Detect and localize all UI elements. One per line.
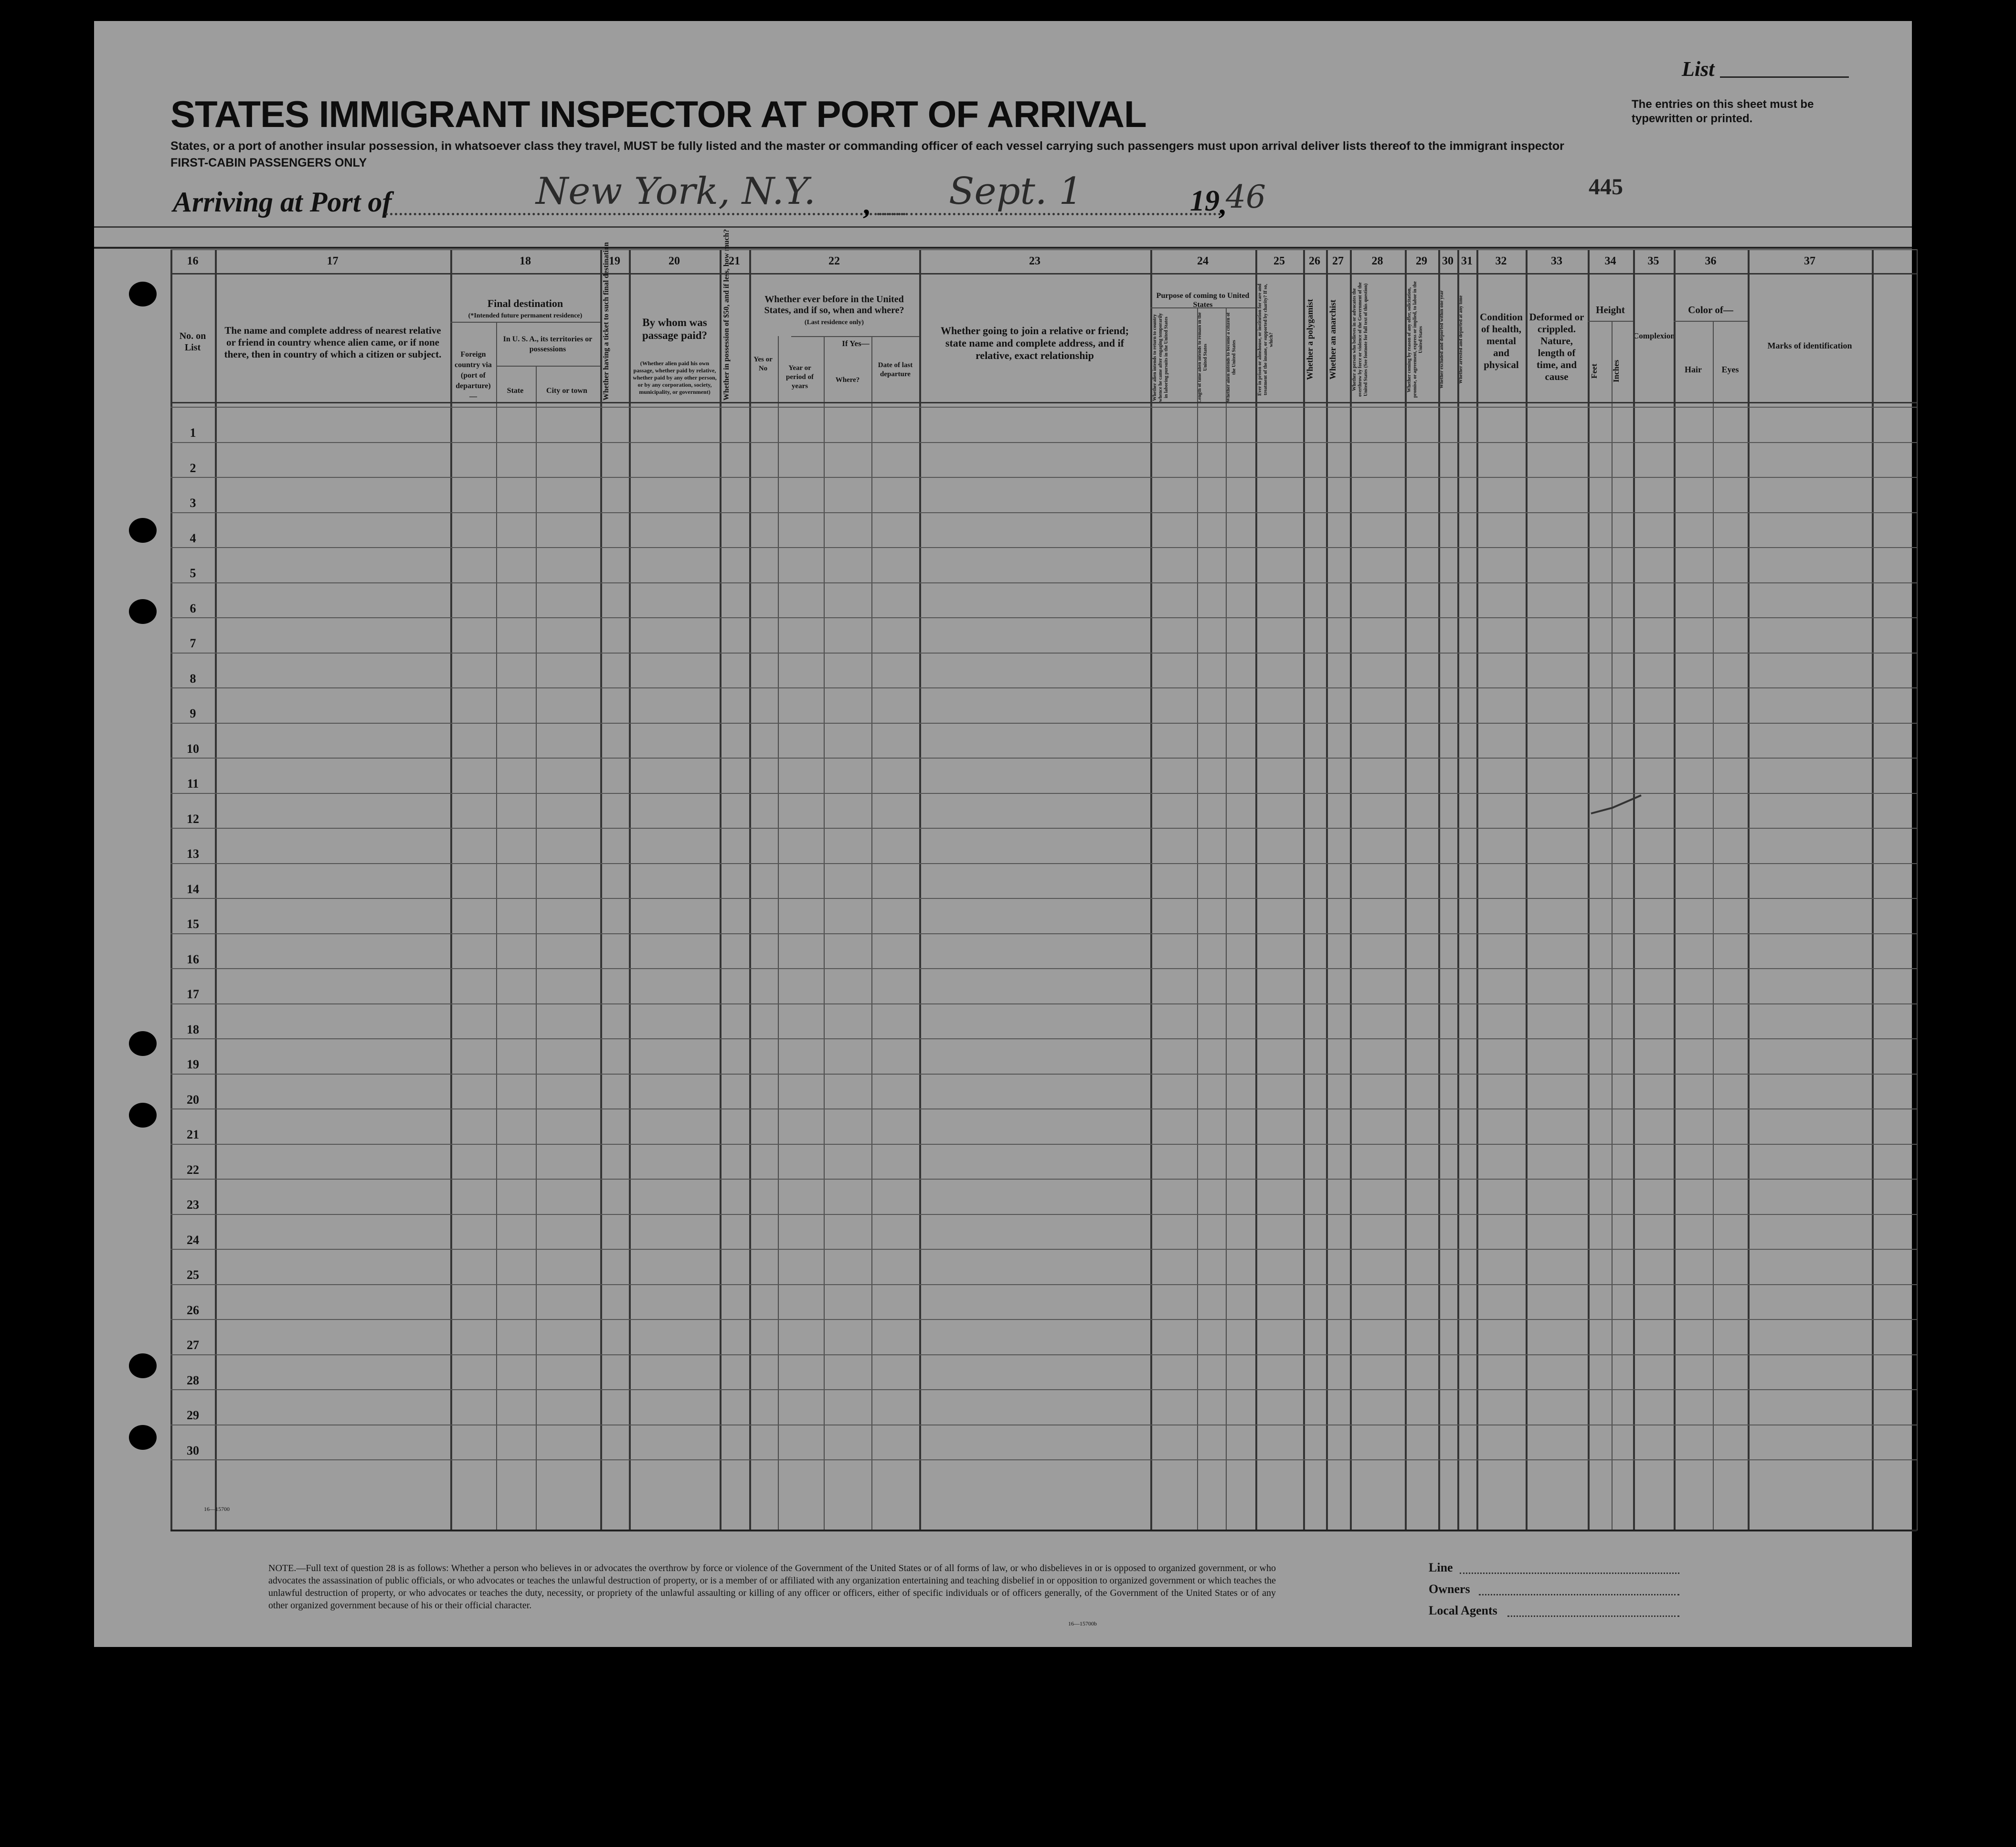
sheet-number: 445 bbox=[1589, 174, 1623, 200]
header-excluded: Whether excluded and deported within one year bbox=[1439, 290, 1444, 389]
header-arrested: Whether arrested and deported at any time bbox=[1458, 295, 1464, 384]
arriving-label: Arriving at Port of bbox=[173, 186, 392, 218]
form-title: STATES IMMIGRANT INSPECTOR AT PORT OF ARRIVAL bbox=[170, 93, 1146, 135]
row-number: 14 bbox=[187, 882, 199, 896]
row-number: 7 bbox=[190, 636, 196, 650]
header-year-period: Year or period of years bbox=[786, 364, 814, 390]
header-height: Height bbox=[1596, 304, 1625, 316]
line-field[interactable] bbox=[1460, 1573, 1679, 1574]
header-ticket: Whether having a ticket to such final destination bbox=[602, 242, 610, 401]
row-number: 22 bbox=[187, 1162, 199, 1177]
header-no-on-list: No. on List bbox=[179, 331, 206, 353]
row-rule bbox=[170, 1249, 1917, 1250]
colnum-31: 31 bbox=[1461, 255, 1473, 267]
header-final-destination-sub: (*Intended future permanent residence) bbox=[468, 312, 583, 319]
header-marks: Marks of identification bbox=[1767, 341, 1852, 350]
row-rule bbox=[170, 968, 1917, 969]
colnum-17: 17 bbox=[327, 255, 339, 267]
header-purpose-return: Whether alien intends to return to country whence he came after engaging temporarily in laboring pursuits in the United States bbox=[1152, 313, 1169, 402]
row-rule bbox=[170, 1003, 1917, 1004]
local-agents-label: Local Agents bbox=[1429, 1604, 1497, 1617]
row-number: 6 bbox=[190, 601, 196, 615]
row-number: 29 bbox=[187, 1408, 199, 1422]
row-number: 3 bbox=[190, 496, 196, 510]
colnum-36: 36 bbox=[1705, 255, 1717, 267]
column-rule bbox=[496, 322, 497, 1530]
row-number: 12 bbox=[187, 812, 199, 826]
row-number: 27 bbox=[187, 1338, 199, 1352]
comma-separator-2: , bbox=[1219, 189, 1226, 220]
grid-bottom-rule bbox=[170, 1530, 1917, 1531]
colnum-22: 22 bbox=[828, 255, 840, 267]
column-rule bbox=[536, 366, 537, 1530]
row-rule bbox=[170, 898, 1917, 899]
header-ever-before: Whether ever before in the United States, and if so, when and where? bbox=[764, 294, 904, 316]
row-number: 1 bbox=[190, 426, 196, 440]
comma-separator: , bbox=[863, 189, 870, 220]
row-rule bbox=[170, 1459, 1917, 1460]
row-rule bbox=[170, 547, 1917, 548]
binder-hole bbox=[129, 1103, 157, 1128]
rule-18-foreign bbox=[496, 322, 497, 402]
colnum-19: 19 bbox=[609, 255, 620, 267]
arrival-port-handwritten[interactable]: New York, N.Y. bbox=[536, 170, 816, 213]
column-rule bbox=[1197, 307, 1198, 1530]
row-rule bbox=[170, 477, 1917, 478]
row-rule bbox=[170, 1319, 1917, 1320]
header-purpose: Purpose of coming to United States bbox=[1156, 292, 1250, 309]
rule-36-sub bbox=[1674, 321, 1748, 322]
binder-hole bbox=[129, 1353, 157, 1378]
header-inches: Inches bbox=[1612, 359, 1621, 382]
colnum-16: 16 bbox=[187, 255, 199, 267]
row-number: 23 bbox=[187, 1198, 199, 1212]
row-number: 15 bbox=[187, 917, 199, 931]
row-number: 19 bbox=[187, 1057, 199, 1071]
header-complexion: Complexion bbox=[1633, 331, 1675, 340]
binder-hole bbox=[129, 1031, 157, 1056]
row-rule bbox=[170, 1284, 1917, 1285]
header-polygamist: Whether a polygamist bbox=[1305, 299, 1315, 380]
column-rule bbox=[1612, 321, 1613, 1530]
header-yes-or-no: Yes or No bbox=[753, 356, 773, 372]
header-eyes: Eyes bbox=[1721, 365, 1739, 374]
header-passage-paid-sub: (Whether alien paid his own passage, whether paid by relative, whether paid by any other person, or by any corporation, society, municipality, or government) bbox=[633, 360, 717, 395]
header-hair: Hair bbox=[1685, 365, 1702, 374]
header-deformed: Deformed or crippled. Nature, length of time, and cause bbox=[1529, 311, 1584, 382]
row-number: 16 bbox=[187, 952, 199, 966]
column-rule bbox=[1917, 249, 1918, 1530]
colnum-28: 28 bbox=[1371, 255, 1383, 267]
list-note: The entries on this sheet must be typewritten or printed. bbox=[1632, 98, 1814, 125]
form-code: 16—15700 bbox=[204, 1506, 230, 1512]
colnum-25: 25 bbox=[1273, 255, 1285, 267]
row-rule bbox=[170, 828, 1917, 829]
row-rule bbox=[170, 1144, 1917, 1145]
list-label: List bbox=[1682, 57, 1715, 81]
row-number: 26 bbox=[187, 1303, 199, 1317]
row-rule bbox=[170, 723, 1917, 724]
header-in-usa: In U. S. A., its territories or possessions bbox=[503, 335, 593, 353]
date-field-line bbox=[877, 213, 1221, 215]
row-rule bbox=[170, 793, 1917, 794]
header-final-destination: Final destination bbox=[487, 297, 563, 309]
header-purpose-citizen: Whether alien intends to become a citizen of the United States bbox=[1226, 312, 1237, 403]
header-ever-before-sub: (Last residence only) bbox=[804, 319, 864, 326]
row-rule bbox=[170, 653, 1917, 654]
form-instruction: States, or a port of another insular possession, in whatsoever class they travel, MUST be fully listed and the master or commanding officer of each vessel carrying such passengers must upon arrival deliver lists thereof to the immigrant inspector bbox=[170, 139, 1564, 153]
row-rule bbox=[170, 1354, 1917, 1355]
rule-18-sub bbox=[450, 322, 600, 323]
binder-hole bbox=[129, 518, 157, 543]
header-purpose-length: Length of time alien intends to remain in the United States bbox=[1197, 312, 1208, 403]
row-number: 24 bbox=[187, 1233, 199, 1247]
line-label: Line bbox=[1429, 1561, 1453, 1574]
colnum-33: 33 bbox=[1551, 255, 1562, 267]
row-rule bbox=[170, 442, 1917, 443]
row-rule bbox=[170, 863, 1917, 864]
colnum-18: 18 bbox=[520, 255, 531, 267]
row-number: 2 bbox=[190, 461, 196, 475]
row-number: 30 bbox=[187, 1443, 199, 1457]
row-number: 28 bbox=[187, 1373, 199, 1387]
header-going-to-join: Whether going to join a relative or friend; state name and complete address, and if relative, exact relationship bbox=[940, 325, 1129, 361]
colnum-32: 32 bbox=[1495, 255, 1507, 267]
header-passage-paid: By whom was passage paid? bbox=[642, 317, 708, 341]
row-rule bbox=[170, 687, 1917, 688]
row-number: 25 bbox=[187, 1268, 199, 1282]
row-rule bbox=[170, 582, 1917, 583]
colnum-37: 37 bbox=[1804, 255, 1815, 267]
top-rule bbox=[94, 226, 1912, 249]
row-rule bbox=[170, 1108, 1917, 1109]
header-fifty-dollars: Whether in possession of $50, and if less, how much? bbox=[722, 229, 731, 401]
rule-24-sub bbox=[1150, 307, 1255, 308]
header-date-last-departure: Date of last departure bbox=[878, 361, 913, 378]
pencil-mark bbox=[1589, 790, 1646, 818]
form-code-2: 16—15700b bbox=[1068, 1620, 1097, 1627]
column-rule bbox=[1226, 307, 1227, 1530]
arrival-date-handwritten[interactable]: Sept. 1 bbox=[949, 170, 1083, 213]
row-rule bbox=[170, 1179, 1917, 1180]
row-number: 5 bbox=[190, 566, 196, 580]
colnum-24: 24 bbox=[1197, 255, 1209, 267]
row-rule bbox=[170, 617, 1917, 618]
row-number: 17 bbox=[187, 987, 199, 1001]
colnum-29: 29 bbox=[1416, 255, 1427, 267]
row-rule bbox=[170, 1074, 1917, 1075]
row-number: 13 bbox=[187, 847, 199, 861]
year-handwritten[interactable]: 46 bbox=[1226, 179, 1266, 215]
year-prefix: 19 bbox=[1190, 185, 1220, 217]
row-rule bbox=[170, 1214, 1917, 1215]
port-field-line bbox=[385, 213, 906, 215]
row-rule bbox=[170, 407, 1917, 408]
colnum-20: 20 bbox=[668, 255, 680, 267]
header-feet: Feet bbox=[1590, 363, 1599, 379]
owners-field[interactable] bbox=[1479, 1594, 1679, 1595]
header-rule bbox=[170, 249, 1917, 250]
header-anarchist: Whether an anarchist bbox=[1328, 299, 1337, 380]
rule-18-usa bbox=[496, 366, 600, 367]
owners-label: Owners bbox=[1429, 1582, 1470, 1596]
header-if-yes: If Yes— bbox=[842, 339, 870, 348]
colnum-26: 26 bbox=[1309, 255, 1320, 267]
colnum-34: 34 bbox=[1604, 255, 1616, 267]
binder-hole bbox=[129, 282, 157, 306]
passenger-class: FIRST-CABIN PASSENGERS ONLY bbox=[170, 156, 367, 169]
binder-hole bbox=[129, 599, 157, 624]
manifest-grid bbox=[170, 229, 1917, 1530]
row-rule bbox=[170, 1038, 1917, 1039]
header-prison: Ever in prison or almshouse, or institution for care and treatment of the insane, or supported by charity? If so, which? bbox=[1257, 284, 1274, 396]
row-number: 20 bbox=[187, 1092, 199, 1107]
local-agents-field[interactable] bbox=[1507, 1615, 1679, 1617]
colnum-35: 35 bbox=[1647, 255, 1659, 267]
row-rule bbox=[170, 933, 1917, 934]
row-number: 4 bbox=[190, 531, 196, 545]
rule-22-ifyes bbox=[791, 336, 919, 337]
row-number: 8 bbox=[190, 671, 196, 686]
header-overthrow: Whether a person who believes in or advocates the overthrow by force or violence of the Government of the United States (See footnote for full text of this question) bbox=[1352, 282, 1369, 397]
list-number-field[interactable] bbox=[1720, 76, 1849, 78]
header-labor-offer: Whether coming by reason of any offer, solicitation, promise, or agreement, express or implied, to labor in the United States bbox=[1407, 281, 1423, 398]
header-foreign-country: Foreign country via (port of departure)— bbox=[455, 350, 492, 401]
row-number: 10 bbox=[187, 741, 199, 756]
colnum-27: 27 bbox=[1332, 255, 1344, 267]
colnum-30: 30 bbox=[1442, 255, 1454, 267]
header-nearest-relative: The name and complete address of nearest relative or friend in country whence alien came, or if none there, then in country of which a citizen or subject. bbox=[224, 325, 442, 360]
row-number: 9 bbox=[190, 707, 196, 720]
header-health: Condition of health, mental and physical bbox=[1480, 311, 1523, 370]
header-state: State bbox=[507, 387, 524, 395]
row-rule bbox=[170, 512, 1917, 513]
row-number: 11 bbox=[187, 777, 199, 791]
header-rule bbox=[170, 402, 1917, 403]
header-rule bbox=[170, 273, 1917, 274]
binder-hole bbox=[129, 1425, 157, 1450]
header-color-of: Color of— bbox=[1688, 304, 1733, 316]
manifest-sheet bbox=[94, 21, 1912, 1647]
column-rule bbox=[1713, 321, 1714, 1530]
question-28-note: NOTE.—Full text of question 28 is as follows: Whether a person who believes in or advocates the overthrow by force or violence of the Government of the United States or of all forms of law, or who disbelieves in or is opposed to organized government, or who advocates the assassination of public officials, or who advocates or teaches the unlawful destruction of property, or is a member of or affiliated with any organization entertaining and teaching disbelief in or opposition to organized government or which teaches the unlawful destruction of property, or who advocates or teaches the duty, necessity, or propriety of the unlawful assaulting or killing of any officer or officers, either of specific individuals or of officers generally, of the Government of the United States or of any other organized government because of his or their official character. bbox=[268, 1563, 1276, 1611]
header-where: Where? bbox=[835, 376, 860, 384]
colnum-23: 23 bbox=[1029, 255, 1040, 267]
row-number: 21 bbox=[187, 1128, 199, 1141]
row-rule bbox=[170, 1389, 1917, 1390]
rule-34-sub bbox=[1588, 321, 1633, 322]
header-city: City or town bbox=[546, 387, 587, 395]
colnum-21: 21 bbox=[729, 255, 740, 267]
row-rule bbox=[170, 758, 1917, 759]
row-number: 18 bbox=[187, 1022, 199, 1036]
